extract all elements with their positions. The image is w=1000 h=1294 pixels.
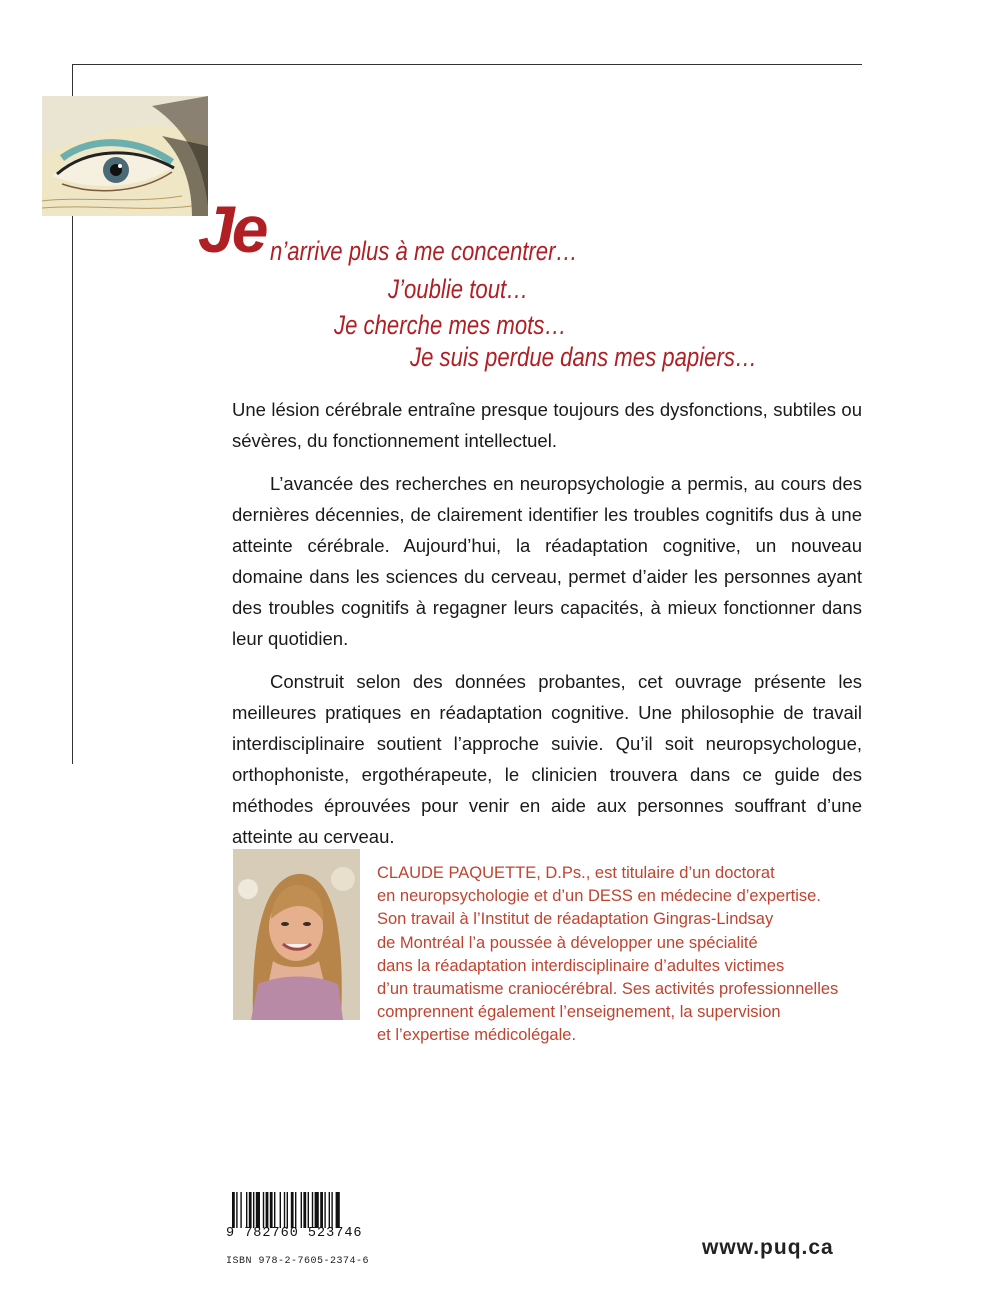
barcode-digits: 9 782760 523746 bbox=[226, 1226, 363, 1241]
barcode-bar bbox=[295, 1192, 296, 1228]
barcode-bar bbox=[253, 1192, 254, 1228]
author-photo bbox=[233, 849, 360, 1020]
barcode-bar bbox=[284, 1192, 285, 1228]
quote-je: Je bbox=[198, 192, 266, 266]
barcode-bar bbox=[320, 1192, 323, 1228]
barcode-bar bbox=[291, 1192, 294, 1228]
barcode-bar bbox=[263, 1192, 264, 1228]
barcode-bar bbox=[280, 1192, 281, 1228]
barcode-bar bbox=[336, 1192, 340, 1228]
barcode-bar bbox=[266, 1192, 269, 1228]
barcode-bar bbox=[331, 1192, 332, 1228]
barcode-bar bbox=[240, 1192, 241, 1228]
pull-quote bbox=[0, 0, 1000, 380]
quote-line-2: J’oublie tout… bbox=[388, 274, 529, 304]
barcode-bar bbox=[301, 1192, 302, 1228]
barcode-bar bbox=[270, 1192, 273, 1228]
description-paragraph-3: Construit selon des données probantes, cet ouvrage présente les meilleures pratiques en réadaptation cognitive. Une philosophie de travail interdisciplinaire soutient l’approche suivie. Qu’il soit neuropsychologue, orthophoniste, ergothérapeute, le clinicien trouvera dans ce guide des méthodes éprouvées pour venir en aide aux personnes souffrant d’une atteinte au cerveau. bbox=[232, 671, 862, 847]
barcode-bar bbox=[329, 1192, 330, 1228]
barcode-bar bbox=[256, 1192, 260, 1228]
barcode-bar bbox=[287, 1192, 288, 1228]
isbn: ISBN 978-2-7605-2374-6 bbox=[226, 1256, 370, 1267]
quote-line-3: Je cherche mes mots… bbox=[334, 310, 567, 340]
description-paragraph-2: L’avancée des recherches en neuropsychologie a permis, au cours des dernières décennies, de clairement identifier les troubles cognitifs dus à une atteinte cérébrale. Aujourd’hui, la réadaptation cognitive, un nouveau domaine dans les sciences du cerveau, permet d’aider les personnes ayant des troubles cognitifs à regagner leurs capacités, à mieux fonctionner dans leur quotidien. bbox=[232, 473, 862, 649]
author-bio: CLAUDE PAQUETTE, D.Ps., est titulaire d’un doctorat en neuropsychologie et d’un DESS en médecine d’expertise. Son travail à l’Institut de réadaptation Gingras-Lindsay de Montréal l’a poussée à développer une spécialité dans la réadaptation interdisciplinaire d’adultes victimes d’un traumatisme craniocérébral. Ses activités professionnelles comprennent également l’enseignement, la supervision et l’expertise médicolégale. bbox=[377, 864, 839, 1045]
publisher-url: www.puq.ca bbox=[702, 1236, 834, 1259]
barcode-bar bbox=[232, 1192, 235, 1228]
barcode-bar bbox=[303, 1192, 306, 1228]
description-paragraph-1: Une lésion cérébrale entraîne presque toujours des dysfonctions, subtiles ou sévères, du fonctionnement intellectuel. bbox=[232, 399, 862, 451]
barcode-bar bbox=[312, 1192, 313, 1228]
barcode-bar bbox=[308, 1192, 309, 1228]
barcode-bar bbox=[246, 1192, 247, 1228]
barcode-bar bbox=[249, 1192, 252, 1228]
book-description bbox=[232, 394, 862, 864]
quote-line-4: Je suis perdue dans mes papiers… bbox=[410, 342, 758, 372]
barcode-bar bbox=[274, 1192, 275, 1228]
barcode-bar bbox=[236, 1192, 237, 1228]
barcode-bar bbox=[324, 1192, 325, 1228]
quote-line-1: n’arrive plus à me concentrer… bbox=[270, 236, 578, 266]
barcode-bar bbox=[315, 1192, 319, 1228]
